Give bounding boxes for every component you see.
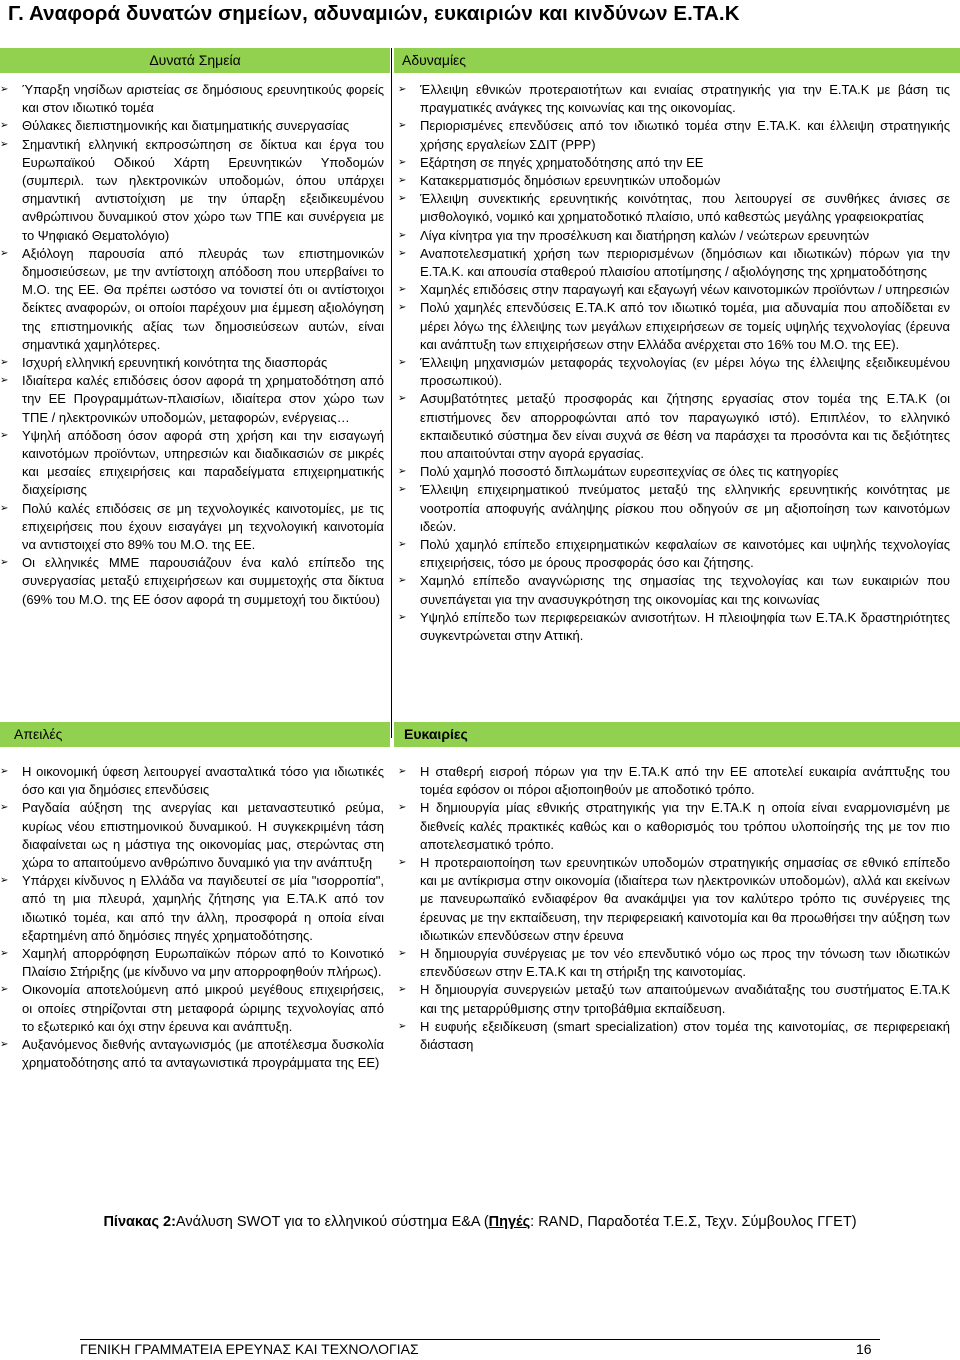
swot-table bbox=[0, 48, 960, 738]
opportunities-item: ➢ Η σταθερή εισροή πόρων για την Ε.ΤΑ.Κ από την ΕΕ αποτελεί ευκαιρία ανάπτυξης του τομέα εφόσον οι πόροι αξιοποιηθούν με αποδοτικό τρόπο. bbox=[398, 763, 950, 799]
weaknesses-item: ➢ Έλλειψη συνεκτικής ερευνητικής κοινότητας, που λειτουργεί σε συνθήκες άνισες σε μισθολογικό, νομικό και χρηματοδοτικό πλαίσιο, υπό καθεστώς μεγάλης γραφειοκρατίας bbox=[398, 190, 950, 226]
weaknesses-item: ➢ Υψηλό επίπεδο των περιφερειακών ανισοτήτων. Η πλειοψηφία των Ε.ΤΑ.Κ δραστηριότητες συγκεντρώνεται στην Αττική. bbox=[398, 609, 950, 645]
strengths-header: Δυνατά Σημεία bbox=[0, 48, 390, 73]
weaknesses-column bbox=[398, 81, 950, 645]
threats-item: ➢ Οικονομία αποτελούμενη από μικρού μεγέθους επιχειρήσεις, οι οποίες στηρίζονται στη μεταφορά ώριμης τεχνολογίας από το εξωτερικό και όχι στην έρευνα και ανάπτυξη. bbox=[0, 981, 384, 1036]
opportunities-header: Ευκαιρίες bbox=[394, 722, 960, 747]
weaknesses-item: ➢ Αναποτελεσματική χρήση των περιορισμένων (δημόσιων και ιδιωτικών) πόρων για την Ε.ΤΑ.Κ. και απουσία σταθερού πλαισίου αποτίμησης / αξιολόγησης της χρηματοδότησης bbox=[398, 245, 950, 281]
strengths-item: ➢ Σημαντική ελληνική εκπροσώπηση σε δίκτυα και έργα του Ευρωπαϊκού Οδικού Χάρτη Ερευνητικών Υποδομών (συμπεριλ. των ηλεκτρονικών υποδομών, όπου υπάρχει σημαντική αντιστοίχιση με την ύπαρξη εξειδικευμένου ανθρώπινου δυναμικού στον χώρο των ΤΠΕ και συνέργεια με το Ψηφιακό Θεματολόγιο) bbox=[0, 136, 384, 245]
weaknesses-item: ➢ Πολύ χαμηλό επίπεδο επιχειρηματικών κεφαλαίων σε καινοτόμες και υψηλής τεχνολογίας επιχειρήσεις, τόσο με όρους προσφοράς όσο και ζήτησης. bbox=[398, 536, 950, 572]
strengths-item: ➢ Υψηλή απόδοση όσον αφορά στη χρήση και την εισαγωγή καινοτόμων προϊόντων, υπηρεσιών και διαδικασιών σε μικρές και μεσαίες επιχειρήσεις και παραδείγματα επιχειρηματικής διαχείρισης bbox=[0, 427, 384, 500]
threats-item: ➢ Υπάρχει κίνδυνος η Ελλάδα να παγιδευτεί σε μία "ισορροπία", από τη μια πλευρά, χαμηλής ζήτησης για Ε.ΤΑ.Κ από τον ιδιωτικό τομέα, και από την άλλη, προσφορά η οποία είναι εξαρτημένη από δημόσιες πηγές χρηματοδότησης. bbox=[0, 872, 384, 945]
footer-rule bbox=[80, 1339, 880, 1340]
threats-item: ➢ Χαμηλή απορρόφηση Ευρωπαϊκών πόρων από το Κοινοτικό Πλαίσιο Στήριξης (με κίνδυνο να μην απορροφηθούν πλήρως). bbox=[0, 945, 384, 981]
strengths-item: ➢ Αξιόλογη παρουσία από πλευράς των επιστημονικών δημοσιεύσεων, με την αντίστοιχη απόδοση που υπερβαίνει το Μ.Ο. της ΕΕ. Θα πρέπει ωστόσο να τονιστεί ότι οι αντίστοιχοι δείκτες αναφορών, οι οποίοι παρέχουν μια έμμεση αξιολόγηση της επιστημονικής αξίας των δημοσιεύσεων αυτών, είναι σημαντικά χαμηλότερες. bbox=[0, 245, 384, 354]
strengths-item: ➢ Πολύ καλές επιδόσεις σε μη τεχνολογικές καινοτομίες, με τις επιχειρήσεις που έχουν εισαγάγει μη τεχνολογική καινοτομία να αντιστοιχεί στο 89% του Μ.Ο. της ΕΕ. bbox=[0, 500, 384, 555]
page-title: Γ. Αναφορά δυνατών σημείων, αδυναμιών, ευκαιριών και κινδύνων Ε.ΤΑ.Κ bbox=[8, 2, 740, 25]
weaknesses-item: ➢ Εξάρτηση σε πηγές χρηματοδότησης από την ΕΕ bbox=[398, 154, 950, 172]
threats-item: ➢ Η οικονομική ύφεση λειτουργεί ανασταλτικά τόσο για ιδιωτικές όσο και για δημόσιες επενδύσεις bbox=[0, 763, 384, 799]
caption-label: Πίνακας 2: bbox=[103, 1214, 176, 1230]
opportunities-item: ➢ Η προτεραιοποίηση των ερευνητικών υποδομών στρατηγικής σημασίας σε εθνικό επίπεδο και με αντίκρισμα στην οικονομία (ιδιαίτερα των ηλεκτρονικών υποδομών), αλλά και εκείνων με πανευρωπαϊκό ενδιαφέρον θα ανακάμψει για τον καλύτερο τρόπο τις συνέργειες της έρευνας με την εκπαίδευση, την περιφερειακή καινοτομία και θα προωθήσει την αύξηση των ιδιωτικών επενδύσεων στην έρευνα bbox=[398, 854, 950, 945]
column-divider bbox=[391, 48, 392, 738]
weaknesses-item: ➢ Κατακερματισμός δημόσιων ερευνητικών υποδομών bbox=[398, 172, 950, 190]
footer-organization: ΓΕΝΙΚΗ ΓΡΑΜΜΑΤΕΙΑ ΕΡΕΥΝΑΣ ΚΑΙ ΤΕΧΝΟΛΟΓΙΑΣ bbox=[80, 1341, 419, 1357]
threats-item: ➢ Αυξανόμενος διεθνής ανταγωνισμός (με αποτέλεσμα δυσκολία χρηματοδότησης από τα ανταγωνιστικά προγράμματα της ΕΕ) bbox=[0, 1036, 384, 1072]
strengths-item: ➢ Θύλακες διεπιστημονικής και διατμηματικής συνεργασίας bbox=[0, 117, 384, 135]
weaknesses-item: ➢ Έλλειψη μηχανισμών μεταφοράς τεχνολογίας (εν μέρει λόγω της έλλειψης εξειδικευμένου προσωπικού). bbox=[398, 354, 950, 390]
caption-source-label: Πηγές bbox=[488, 1214, 531, 1230]
threats-column bbox=[0, 763, 384, 1072]
page-number: 16 bbox=[856, 1341, 872, 1357]
strengths-item: ➢ Ύπαρξη νησίδων αριστείας σε δημόσιους ερευνητικούς φορείς και στον ιδιωτικό τομέα bbox=[0, 81, 384, 117]
strengths-item: ➢ Ισχυρή ελληνική ερευνητική κοινότητα της διασποράς bbox=[0, 354, 384, 372]
weaknesses-list bbox=[398, 81, 950, 645]
weaknesses-item: ➢ Έλλειψη επιχειρηματικού πνεύματος μεταξύ της ελληνικής ερευνητικής κοινότητας με νοοτροπία αποφυγής ανάληψης ρίσκου που οδηγούν σε μη αξιοποίηση των καινοτόμων ιδεών. bbox=[398, 481, 950, 536]
weaknesses-item: ➢ Πολύ χαμηλές επενδύσεις Ε.ΤΑ.Κ από τον ιδιωτικό τομέα, μια αδυναμία που αποδίδεται εν μέρει λόγω της έλλειψης των μεγάλων επιχειρήσεων σε τομείς υψηλής τεχνολογίας (έρευνα και ανάπτυξη των επιχειρήσεων στην Ελλάδα ανέρχεται στο 16% του Μ.Ο. της ΕΕ). bbox=[398, 299, 950, 354]
opportunities-item: ➢ Η δημιουργία μίας εθνικής στρατηγικής για την Ε.ΤΑ.Κ η οποία είναι εναρμονισμένη με διεθνείς καλές πρακτικές καθώς και ο καθορισμός του τρόπου υλοποίησής της με τον πιο αποτελεσματικό τρόπο. bbox=[398, 799, 950, 854]
opportunities-item: ➢ Η δημιουργία συνεργειών μεταξύ των απαιτούμενων αναδιάταξης του συστήματος Ε.ΤΑ.Κ και της μεταρρύθμισης στην τριτοβάθμια εκπαίδευση. bbox=[398, 981, 950, 1017]
strengths-item: ➢ Ιδιαίτερα καλές επιδόσεις όσον αφορά τη χρηματοδότηση από την ΕΕ Προγραμμάτων-πλαισίων, ιδιαίτερα στον χώρο των ΤΠΕ / ηλεκτρονικών υποδομών, μεταφορών, ενέργειας… bbox=[0, 372, 384, 427]
caption-source-text: : RAND, Παραδοτέα Τ.Ε.Σ, Τεχν. Σύμβουλος ΓΓΕΤ) bbox=[530, 1214, 857, 1230]
opportunities-list bbox=[398, 763, 950, 1054]
weaknesses-item: ➢ Περιορισμένες επενδύσεις από τον ιδιωτικό τομέα στην Ε.ΤΑ.Κ. και έλλειψη στρατηγικής χρήσης εργαλείων ΣΔΙΤ (PPP) bbox=[398, 117, 950, 153]
weaknesses-item: ➢ Λίγα κίνητρα για την προσέλκυση και διατήρηση καλών / νεώτερων ερευνητών bbox=[398, 227, 950, 245]
table-caption bbox=[0, 1214, 960, 1230]
weaknesses-item: ➢ Χαμηλό επίπεδο αναγνώρισης της σημασίας της τεχνολογίας και των ευκαιριών που συνεπάγεται για την ανασυγκρότηση της οικονομίας και της κοινωνίας bbox=[398, 572, 950, 608]
weaknesses-item: ➢ Ασυμβατότητες μεταξύ προσφοράς και ζήτησης εργασίας στον τομέα της Ε.ΤΑ.Κ (οι επιστήμονες δεν απορροφώνται από τον παραγωγικό ιστό). Επιπλέον, το ελληνικό εκπαιδευτικό σύστημα δεν είναι συχνά σε θέση να παράσχει τα προσόντα και τις δεξιότητες που απαιτούνται στην αγορά εργασίας. bbox=[398, 390, 950, 463]
strengths-column bbox=[0, 81, 384, 609]
strengths-list bbox=[0, 81, 384, 609]
threats-list bbox=[0, 763, 384, 1072]
weaknesses-item: ➢ Πολύ χαμηλό ποσοστό διπλωμάτων ευρεσιτεχνίας σε όλες τις κατηγορίες bbox=[398, 463, 950, 481]
opportunities-item: ➢ Η ευφυής εξειδίκευση (smart specialization) στον τομέα της καινοτομίας, σε περιφερειακή διάσταση bbox=[398, 1018, 950, 1054]
opportunities-column bbox=[398, 763, 950, 1054]
opportunities-item: ➢ Η δημιουργία συνέργειας με τον νέο επενδυτικό νόμο ως προς την τόνωση των ιδιωτικών επενδύσεων στην Ε.ΤΑ.Κ και τη στήριξη της καινοτομίας. bbox=[398, 945, 950, 981]
threats-header: Απειλές bbox=[0, 722, 390, 747]
threats-item: ➢ Ραγδαία αύξηση της ανεργίας και μεταναστευτικό ρεύμα, κυρίως νέου επιστημονικού δυναμικού. Η συγκεκριμένη τάση διαφαίνεται ως η μάστιγα της οικονομίας μας, στερώντας στη χώρα το απαιτούμενο ανθρώπινο δυναμικό για την ανάπτυξη bbox=[0, 799, 384, 872]
weaknesses-item: ➢ Έλλειψη εθνικών προτεραιοτήτων και ενιαίας στρατηγικής για την Ε.ΤΑ.Κ με βάση τις πραγματικές ανάγκες της κοινωνίας και της οικονομίας. bbox=[398, 81, 950, 117]
caption-text: Ανάλυση SWOT για το ελληνικού σύστημα Ε&Α ( bbox=[175, 1214, 489, 1230]
weaknesses-header: Αδυναμίες bbox=[394, 48, 960, 73]
weaknesses-item: ➢ Χαμηλές επιδόσεις στην παραγωγή και εξαγωγή νέων καινοτομικών προϊόντων / υπηρεσιών bbox=[398, 281, 950, 299]
strengths-item: ➢ Οι ελληνικές ΜΜΕ παρουσιάζουν ένα καλό επίπεδο της συνεργασίας μεταξύ επιχειρήσεων και συμμετοχής στα δίκτυα (69% του Μ.Ο. της ΕΕ όσον αφορά τη συμμετοχή του δικτύου) bbox=[0, 554, 384, 609]
